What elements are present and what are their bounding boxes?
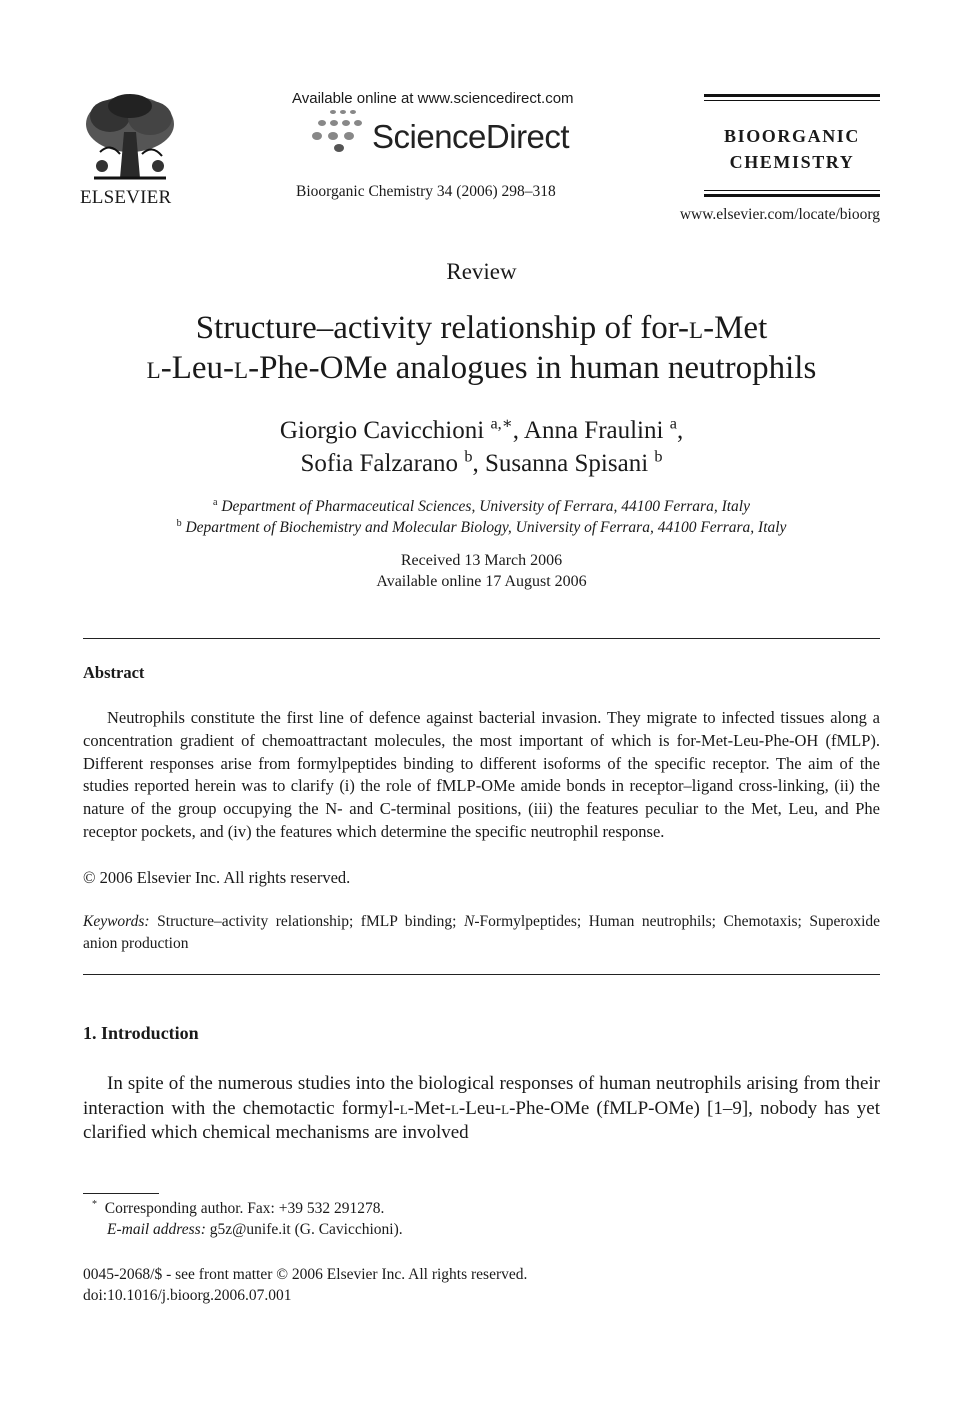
affiliation-a	[0, 496, 963, 517]
front-matter-line: 0045-2068/$ - see front matter © 2006 Elsevier Inc. All rights reserved.	[83, 1266, 528, 1283]
journal-rule-top-thin	[704, 100, 880, 101]
journal-name-line2: CHEMISTRY	[729, 152, 855, 172]
article-dates	[0, 550, 963, 592]
keywords-text-b: -Formylpeptides; Human neutrophils; Chemotaxis; Superoxide anion production	[83, 913, 881, 952]
author-list	[0, 414, 963, 480]
footnote-rule	[83, 1193, 159, 1194]
affiliation-mark: a	[213, 496, 218, 508]
author-separator: ,	[512, 417, 524, 444]
email-address[interactable]: g5z@unife.it (G. Cavicchioni).	[209, 1221, 403, 1238]
author-name: Sofia Falzarano	[300, 450, 459, 477]
intro-l-3: l	[501, 1097, 510, 1119]
intro-l-1: l	[399, 1097, 408, 1119]
affiliations	[0, 496, 963, 538]
keywords-label: Keywords:	[83, 913, 150, 930]
divider-bottom	[83, 974, 880, 975]
author-line-1	[0, 414, 963, 447]
intro-paragraph	[83, 1072, 880, 1146]
title-l-1: l	[689, 310, 704, 346]
affiliation-text: Department of Biochemistry and Molecular Biology, University of Ferrara, 44100 Ferrara, Italy	[185, 519, 787, 536]
journal-rule-bottom	[704, 194, 880, 197]
footnote-mark: *	[92, 1198, 98, 1210]
journal-name	[704, 123, 880, 175]
intro-text-1: In spite of the numerous studies into the biological responses of human neutrophils arising from their interaction with the chemotactic formyl-	[83, 1073, 880, 1119]
affiliation-mark: b	[176, 517, 182, 529]
title-l-3: l	[234, 350, 249, 386]
intro-l-2: l	[450, 1097, 459, 1119]
abstract-body: Neutrophils constitute the first line of defence against bacterial invasion. They migrate to infected tissues along a concentration gradient of chemoattractant molecules, the most important of which is for-Met-Leu-Phe-OH (fMLP). Different responses arise from formylpeptides binding to different isoforms of the specific receptor. The aim of the studies reported herein was to clarify (i) the role of fMLP-OMe amide bonds in receptor–ligand cross-linking, (ii) the nature of the group occupying the N- and C-terminal positions, (iii) the features peculiar to the Met, Leu, and Phe receptor pockets, and (iv) the features which determine the specific neutrophil response.	[83, 708, 880, 841]
front-matter	[83, 1264, 527, 1306]
journal-rule-bottom-thin	[704, 190, 880, 191]
journal-citation: Bioorganic Chemistry 34 (2006) 298–318	[296, 183, 556, 200]
title-text-1a: Structure–activity relationship of for-	[195, 310, 690, 346]
author-affiliation-mark: b	[654, 447, 663, 466]
article-type: Review	[446, 259, 517, 284]
journal-url[interactable]: www.elsevier.com/locate/bioorg	[679, 206, 880, 223]
journal-name-line1: BIOORGANIC	[723, 126, 860, 146]
elsevier-tree-icon	[80, 92, 180, 184]
section-heading: 1. Introduction	[83, 1023, 199, 1043]
divider-top	[83, 638, 880, 639]
sciencedirect-logo: ScienceDirect	[372, 118, 570, 155]
author-name: Giorgio Cavicchioni	[279, 417, 485, 444]
title-line-2	[0, 348, 963, 388]
doi[interactable]: doi:10.1016/j.bioorg.2006.07.001	[83, 1287, 292, 1304]
title-line-1	[0, 308, 963, 348]
keywords-text-a: Structure–activity relationship; fMLP binding;	[157, 913, 465, 930]
available-online: Available online at www.sciencedirect.com	[292, 90, 574, 107]
article-title	[0, 308, 963, 388]
author-affiliation-mark: a,∗	[490, 414, 513, 433]
affiliation-text: Department of Pharmaceutical Sciences, University of Ferrara, 44100 Ferrara, Italy	[221, 498, 750, 515]
intro-text-3: -Leu-	[458, 1097, 502, 1119]
received-date: Received 13 March 2006	[400, 552, 563, 569]
author-affiliation-mark: a	[669, 414, 677, 433]
sciencedirect-dots-icon	[308, 110, 368, 155]
author-name: Susanna Spisani	[484, 450, 649, 477]
affiliation-b	[0, 517, 963, 538]
journal-rule-top	[704, 94, 880, 97]
keywords-n: N	[464, 913, 475, 930]
footnote-email	[92, 1219, 403, 1240]
publisher-name: ELSEVIER	[80, 187, 172, 208]
keywords	[83, 911, 880, 955]
title-text-2a: -Leu-	[160, 350, 235, 386]
intro-text-4: -Phe-OMe (fMLP-OMe) [1–9], nobody has yet clarified which chemical mechanisms are involved	[83, 1097, 880, 1143]
author-line-2	[0, 447, 963, 480]
abstract-copyright: © 2006 Elsevier Inc. All rights reserved.	[83, 868, 351, 887]
available-date: Available online 17 August 2006	[376, 573, 587, 590]
intro-text-2: -Met-	[407, 1097, 451, 1119]
author-separator: ,	[472, 450, 485, 477]
author-separator: ,	[676, 417, 684, 444]
title-text-2b: -Phe-OMe analogues in human neutrophils	[248, 350, 817, 386]
abstract-heading: Abstract	[83, 663, 145, 682]
title-text-1b: -Met	[703, 310, 768, 346]
footnote	[92, 1198, 403, 1240]
footnote-corresponding	[92, 1198, 403, 1219]
email-label: E-mail address:	[107, 1221, 206, 1238]
footnote-corresponding-text: Corresponding author. Fax: +39 532 291278.	[104, 1200, 385, 1217]
title-l-2: l	[146, 350, 161, 386]
author-name: Anna Fraulini	[523, 417, 664, 444]
elsevier-logo	[80, 92, 180, 208]
author-affiliation-mark: b	[464, 447, 473, 466]
